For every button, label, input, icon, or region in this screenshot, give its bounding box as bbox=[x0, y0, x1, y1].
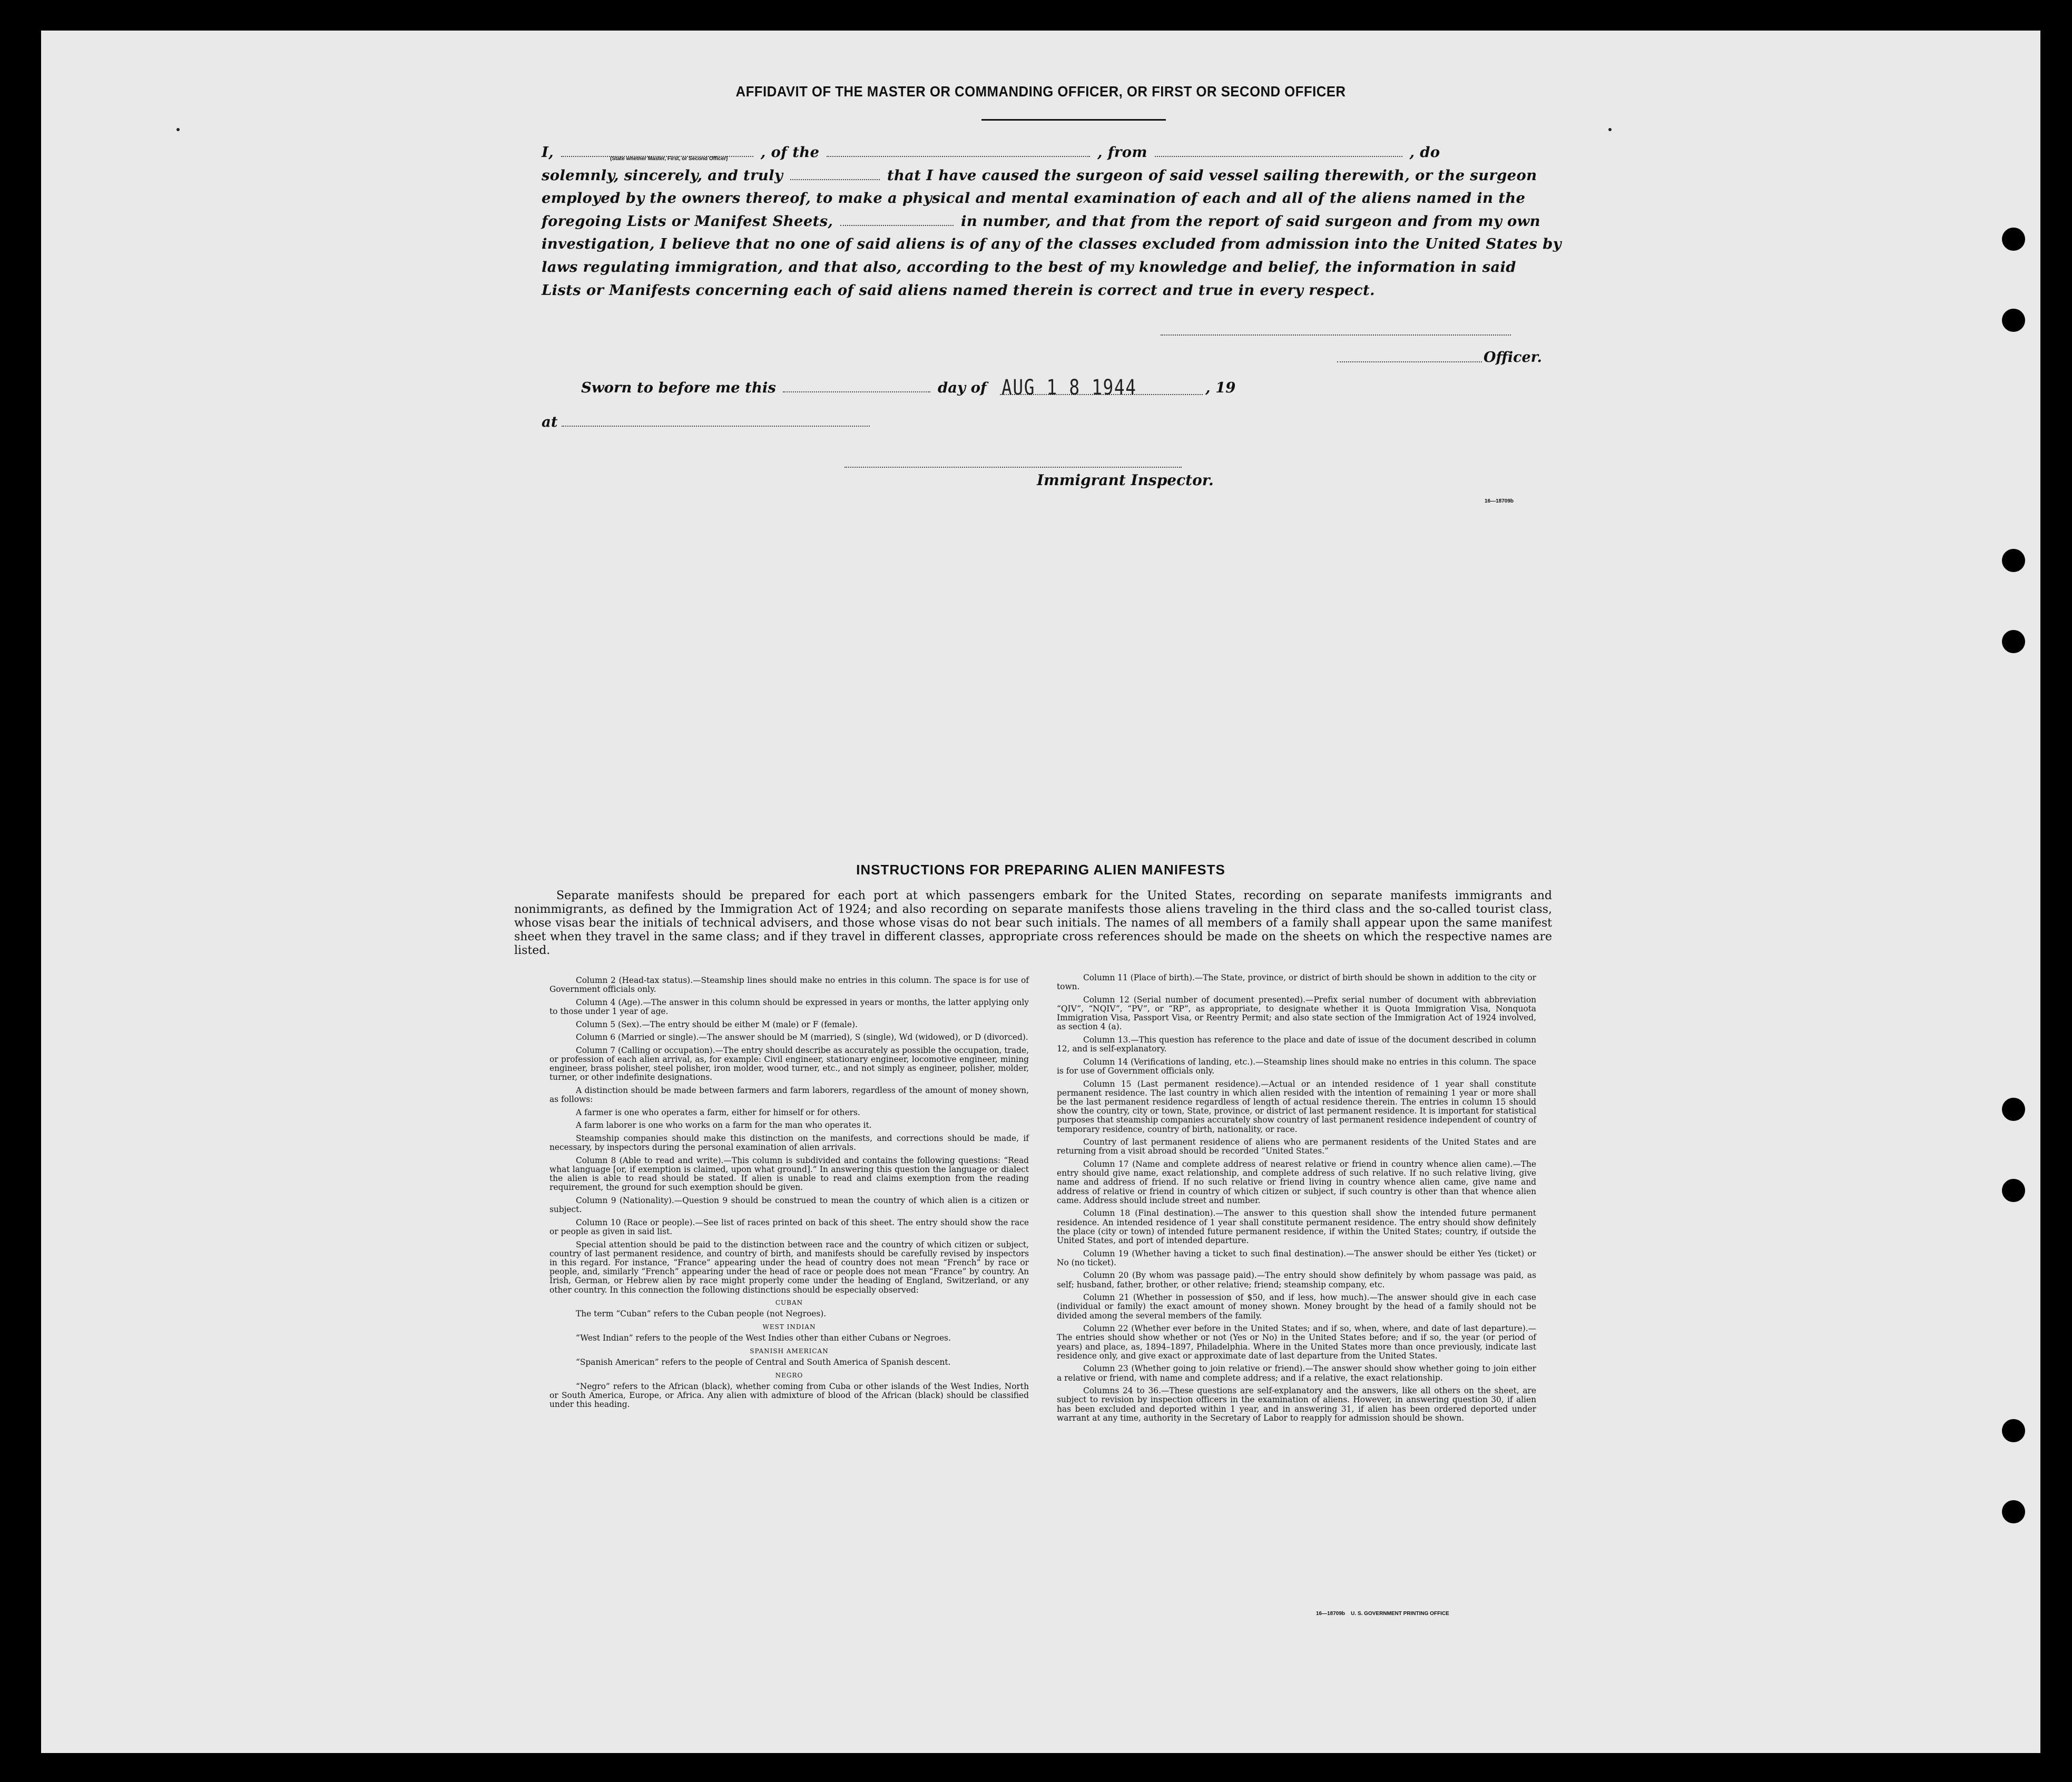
instruction-paragraph: Column 11 (Place of birth).—The State, province, or district of birth should be shown in addition to the city or town. bbox=[1057, 973, 1536, 992]
instruction-paragraph: Columns 24 to 36.—These questions are self-explanatory and the answers, like all others on the sheet, are subject to revision by inspection officers in the examination of aliens. However, in answering question 30, if alien has been excluded and deported within 1 year, and in answering 31, if alien has been ordered deported under warrant at any time, authority in the Secretary of Labor to reapply for admission should be shown. bbox=[1057, 1386, 1536, 1423]
instructions-intro: Separate manifests should be prepared for each port at which passengers embark for the United States, recording on separate manifests immigrants and nonimmigrants, as defined by the Immigration Act of 1924; and also recording on separate manifests those aliens traveling in the third class and the so-called tourist class, whose visas bear the initials of technical advisers, and those whose visas do not bear such initials. The names of all members of a family shall appear upon the same manifest sheet when they travel in the same class; and if they travel in different classes, appropriate cross references should be made on the sheets on which the respective names are listed. bbox=[514, 889, 1552, 957]
punch-hole bbox=[2002, 1098, 2025, 1121]
instructions-right-column bbox=[1057, 973, 1536, 1426]
punch-hole bbox=[2002, 309, 2025, 332]
instructions-title: INSTRUCTIONS FOR PREPARING ALIEN MANIFESTS bbox=[856, 862, 1225, 878]
officer-type-note: (State whether Master, First, or Second Officer) bbox=[610, 156, 728, 162]
affidavit-text: Lists or Manifests concerning each of said aliens named therein is correct and true in every respect. bbox=[542, 281, 1375, 299]
affidavit-title: AFFIDAVIT OF THE MASTER OR COMMANDING OFFICER, OR FIRST OR SECOND OFFICER bbox=[735, 83, 1346, 100]
instruction-paragraph: Column 9 (Nationality).—Question 9 should be construed to mean the country of which alien is a citizen or subject. bbox=[549, 1195, 1029, 1215]
punch-hole bbox=[2002, 1419, 2025, 1442]
officer-label: Officer. bbox=[1484, 349, 1542, 366]
section-heading: CUBAN bbox=[775, 1299, 803, 1307]
section-heading: WEST INDIAN bbox=[762, 1323, 816, 1331]
form-number: 16—18709b bbox=[1485, 498, 1514, 504]
section-heading: NEGRO bbox=[775, 1371, 803, 1379]
instruction-paragraph: Column 2 (Head-tax status).—Steamship lines should make no entries in this column. The space is for use of Government officials only. bbox=[549, 976, 1029, 995]
footer-form-number: 16—18709b bbox=[1316, 1611, 1346, 1617]
instruction-paragraph: Steamship companies should make this distinction on the manifests, and corrections should be made, if necessary, by inspectors during the personal examination of alien arrivals. bbox=[549, 1133, 1029, 1153]
officer-signature-line[interactable] bbox=[1161, 334, 1511, 336]
officer-title-line[interactable] bbox=[1337, 361, 1482, 362]
sworn-line bbox=[581, 379, 987, 396]
instruction-paragraph: Column 15 (Last permanent residence).—Actual or an intended residence of 1 year shall constitute permanent residence. The last country in which alien resided with the intention of remaining 1 year or more shall be the last permanent residence regardless of length of actual residence therein. The entries in column 15 should show the country, city or town, State, province, or district of last permanent residence. It is important for statistical purposes that steamship companies accurately show country of last permanent residence independent of country of temporary residence, country of birth, nationality, or race. bbox=[1057, 1079, 1536, 1134]
date-stamp: AUG 1 8 1944 bbox=[1001, 376, 1137, 400]
instruction-paragraph: Column 18 (Final destination).—The answer to this question shall show the intended future permanent residence. An intended residence of 1 year shall constitute permanent residence. The entry should show definitely the place (city or town) of intended future permanent residence, if within the United States; country, if outside the United States, and port of intended departure. bbox=[1057, 1208, 1536, 1246]
affidavit-text: laws regulating immigration, and that also, according to the best of my knowledge and belief, the information in said bbox=[542, 258, 1516, 275]
footer-printer: U. S. GOVERNMENT PRINTING OFFICE bbox=[1351, 1611, 1449, 1617]
instruction-paragraph: Special attention should be paid to the distinction between race and the country of which citizen or subject, country of last permanent residence, and country of birth, and manifests should be carefully revised by inspectors in this regard. For instance, “France” appearing under the head of country does not mean “French” by race or people, and, similarly “French” appearing under the head of race or people does not mean “France” by country. An Irish, German, or Hebrew alien by race might properly come under the heading of England, Switzerland, or any other country. In this connection the following distinctions should be especially observed: bbox=[549, 1239, 1029, 1295]
instruction-paragraph: Column 10 (Race or people).—See list of races printed on back of this sheet. The entry should show the race or people as given in said list. bbox=[549, 1217, 1029, 1236]
instruction-paragraph: Column 23 (Whether going to join relative or friend).—The answer should show whether going to join either a relative or friend, with name and complete address; and if a relative, the exact relationship. bbox=[1057, 1364, 1536, 1383]
instruction-paragraph: Column 7 (Calling or occupation).—The entry should describe as accurately as possible the occupation, trade, or profession of each alien arrival, as, for example: Civil engineer, stationary engineer, locomotive engineer, mining engineer, brass polisher, steel polisher, iron molder, wood turner, etc., and not simply as engineer, polisher, molder, turner, or other indefinite designations. bbox=[549, 1045, 1029, 1082]
officer-name-field[interactable] bbox=[561, 145, 753, 157]
manifest-sheet bbox=[41, 31, 2040, 1753]
affidavit-body bbox=[542, 141, 1595, 302]
punch-hole bbox=[2002, 630, 2025, 653]
instruction-paragraph: Column 6 (Married or single).—The answer should be M (married), S (single), Wd (widowed), or D (divorced). bbox=[576, 1032, 1028, 1042]
inspector-signature-line[interactable] bbox=[844, 467, 1182, 468]
instruction-paragraph: Column 12 (Serial number of document presented).—Prefix serial number of document with abbreviation “QIV”, “NQIV”, “PV”, or “RP”, as appropriate, to designate whether it is Quota Immigration Visa, Nonquota Immigration Visa, Passport Visa, or Reentry Permit; and also state section of the Immigration Act of 1924 involved, as section 4 (a). bbox=[1057, 995, 1536, 1032]
swear-field[interactable] bbox=[790, 169, 880, 180]
affidavit-text: foregoing Lists or Manifest Sheets, bbox=[542, 212, 833, 230]
at-place-field[interactable] bbox=[562, 426, 870, 427]
instruction-paragraph: A distinction should be made between farmers and farm laborers, regardless of the amount of money shown, as follows: bbox=[549, 1085, 1029, 1105]
instruction-paragraph: Column 5 (Sex).—The entry should be either M (male) or F (female). bbox=[576, 1019, 858, 1029]
instruction-paragraph: Column 21 (Whether in possession of $50, and if less, how much).—The answer should give in each case (individual or family) the exact amount of money shown. Money brought by the head of a family should not be divided among the several members of the family. bbox=[1057, 1293, 1536, 1321]
affidavit-text: investigation, I believe that no one of said aliens is of any of the classes excluded from admission into the United States by bbox=[542, 235, 1562, 253]
instruction-paragraph: Country of last permanent residence of aliens who are permanent residents of the United States and are returning from a visit abroad should be recorded “United States.” bbox=[1057, 1137, 1536, 1156]
label-do: , do bbox=[1409, 144, 1440, 161]
label-i: I, bbox=[542, 144, 554, 161]
punch-hole bbox=[2002, 1500, 2025, 1523]
sworn-day-field[interactable] bbox=[783, 381, 930, 392]
affidavit-line-2 bbox=[542, 164, 1595, 188]
affidavit-text: that I have caused the surgeon of said vessel sailing therewith, or the surgeon bbox=[887, 166, 1537, 184]
affidavit-text: employed by the owners thereof, to make a physical and mental examination of each and all of the aliens named in the bbox=[542, 190, 1526, 207]
speck bbox=[1608, 128, 1612, 131]
affidavit-line-4 bbox=[542, 210, 1595, 233]
vessel-name-field[interactable] bbox=[827, 145, 1090, 157]
instruction-paragraph: Column 22 (Whether ever before in the United States; and if so, when, where, and date of last departure).—The entries should show whether or not (Yes or No) in the United States before; and if so, the year (or period of years) and place, as, 1894–1897, Philadelphia. Where in the United States more than once previously, indicate last residence only, and give exact or approximate date of last departure from the United States. bbox=[1057, 1324, 1536, 1361]
punch-hole bbox=[2002, 228, 2025, 251]
instruction-paragraph: Column 20 (By whom was passage paid).—The entry should show definitely by whom passage was paid, as self; husband, father, brother, or other relative; friend; steamship company, etc. bbox=[1057, 1271, 1536, 1289]
instruction-paragraph: The term “Cuban” refers to the Cuban people (not Negroes). bbox=[576, 1309, 827, 1319]
punch-hole bbox=[2002, 549, 2025, 572]
section-heading: SPANISH AMERICAN bbox=[750, 1347, 829, 1355]
instruction-paragraph: Column 17 (Name and complete address of nearest relative or friend in country whence alien came).—The entry should give name, exact relationship, and complete address of such relative. If no such relative living, give name and address of friend. If no such relative or friend living in country whence alien came, give name and address of relative or friend in country of which citizen or subject, if such country is other than that whence alien came. Address should include street and number. bbox=[1057, 1159, 1536, 1205]
instruction-paragraph: A farm laborer is one who works on a farm for the man who operates it. bbox=[576, 1120, 872, 1130]
affidavit-line-1 bbox=[542, 141, 1595, 164]
day-of-text: day of bbox=[937, 379, 987, 396]
instruction-paragraph: A farmer is one who operates a farm, either for himself or for others. bbox=[576, 1107, 860, 1117]
instruction-paragraph: Column 13.—This question has reference to the place and date of issue of the document described in column 12, and is self-explanatory. bbox=[1057, 1035, 1536, 1054]
instructions-left-column bbox=[549, 976, 1029, 1413]
instruction-paragraph: Column 4 (Age).—The answer in this column should be expressed in years or months, the latter applying only to those under 1 year of age. bbox=[549, 997, 1029, 1016]
label-of-the: , of the bbox=[760, 144, 820, 161]
instruction-paragraph: “Negro” refers to the African (black), whether coming from Cuba or other islands of the West Indies, North or South America, Europe, or Africa. Any alien with admixture of blood of the African (black) should be classified under this heading. bbox=[549, 1381, 1029, 1410]
label-from: , from bbox=[1097, 144, 1147, 161]
footer bbox=[1316, 1611, 1449, 1617]
punch-hole bbox=[2002, 1179, 2025, 1202]
instruction-paragraph: Column 14 (Verifications of landing, etc.).—Steamship lines should make no entries in this column. The space is for use of Government officials only. bbox=[1057, 1057, 1536, 1076]
instruction-paragraph: “Spanish American” refers to the people of Central and South America of Spanish descent. bbox=[576, 1357, 951, 1367]
title-underline bbox=[981, 119, 1166, 121]
speck bbox=[176, 128, 180, 131]
instruction-paragraph: Column 8 (Able to read and write).—This column is subdivided and contains the following questions: “Read what language [or, if exemption is claimed, upon what ground].” In answering this question the language or dialect the alien is able to read should be stated. If alien is unable to read and claims exemption from the reading requirement, the ground for such exemption should be given. bbox=[549, 1155, 1029, 1193]
instruction-paragraph: “West Indian” refers to the people of the West Indies other than either Cubans or Negroes. bbox=[576, 1333, 951, 1343]
at-label: at bbox=[542, 413, 558, 430]
affidavit-text: solemnly, sincerely, and truly bbox=[542, 166, 783, 184]
sheet-count-field[interactable] bbox=[840, 214, 954, 226]
inspector-label: Immigrant Inspector. bbox=[1037, 471, 1214, 489]
affidavit-text: in number, and that from the report of said surgeon and from my own bbox=[961, 212, 1540, 230]
instruction-paragraph: Column 19 (Whether having a ticket to such final destination).—The answer should be either Yes (ticket) or No (no ticket). bbox=[1057, 1248, 1536, 1267]
from-port-field[interactable] bbox=[1155, 145, 1402, 157]
sworn-text: Sworn to before me this bbox=[581, 379, 776, 396]
year-prefix: , 19 bbox=[1205, 379, 1236, 396]
